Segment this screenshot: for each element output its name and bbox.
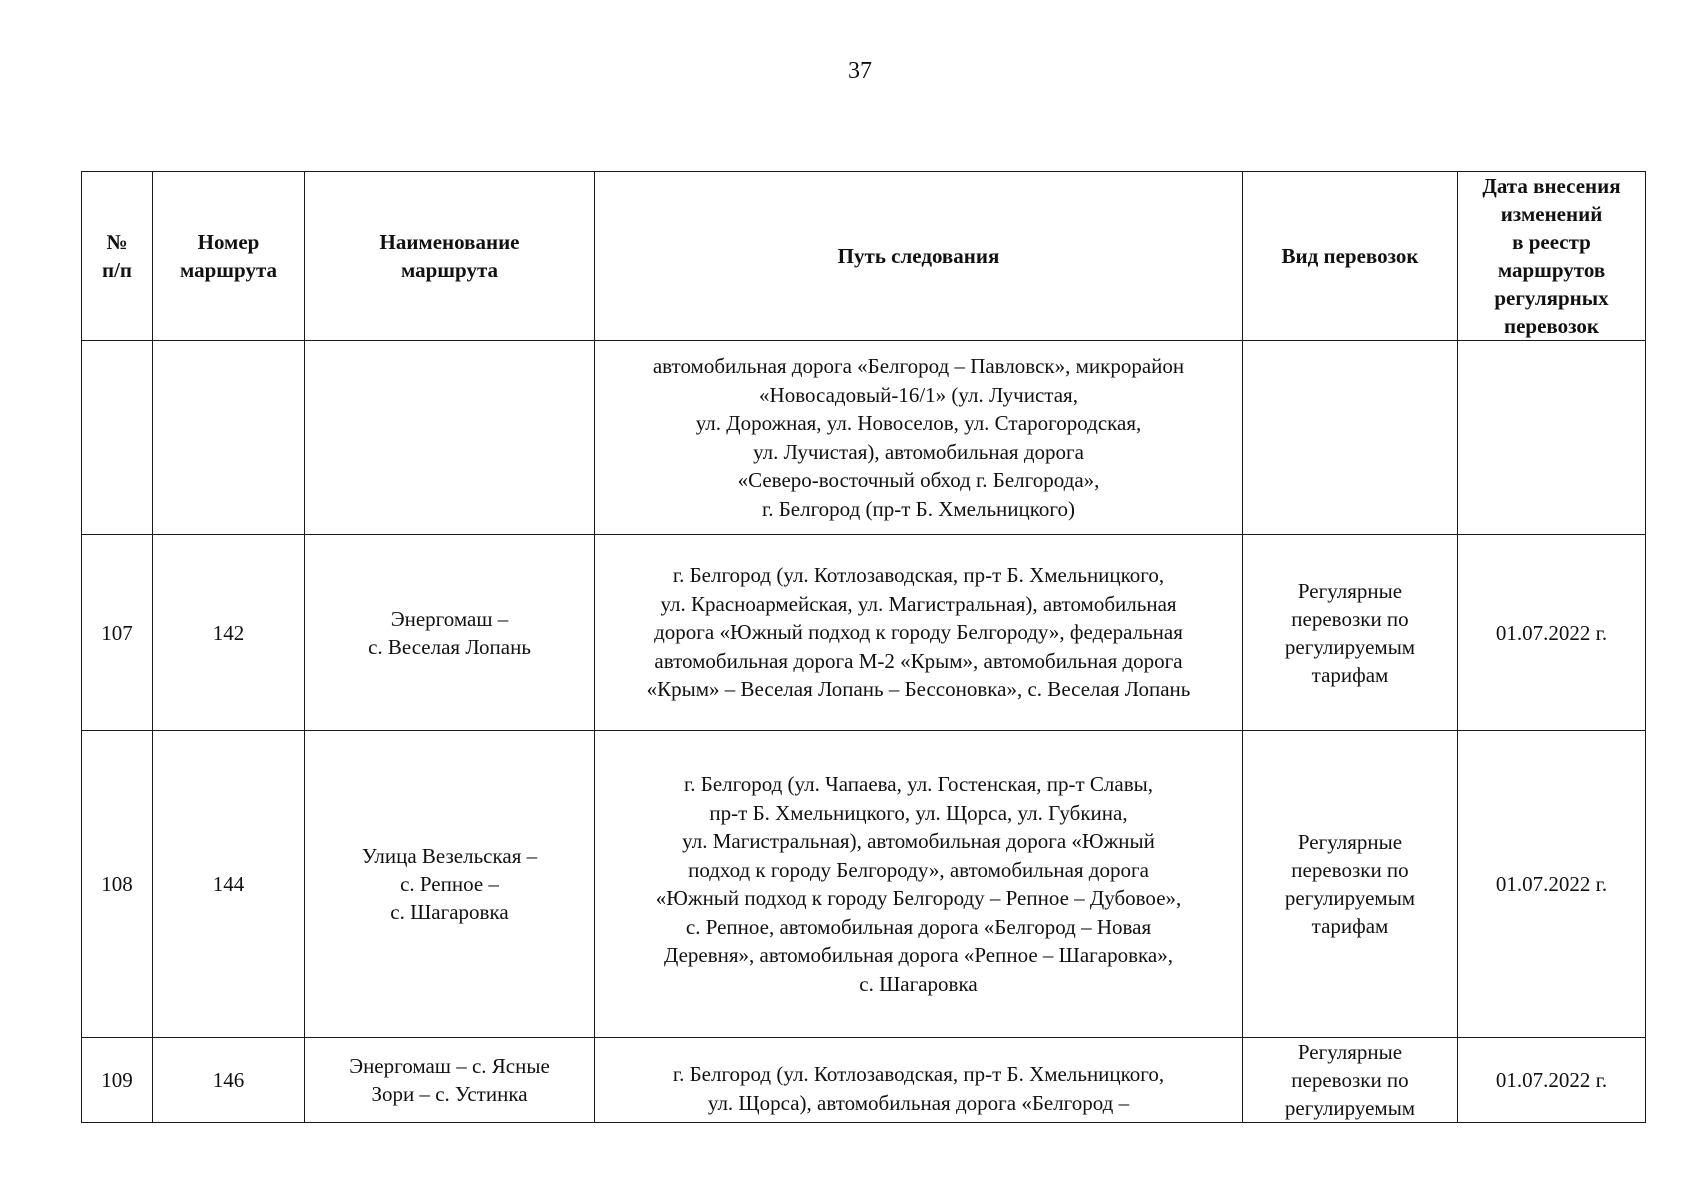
page-number: 37 [848,58,872,84]
table-row [82,731,1646,1038]
cell-route-path: автомобильная дорога «Белгород – Павловск», микрорайон «Новосадовый-16/1» (ул. Лучистая, ул. Дорожная, ул. Новоселов, ул. Старогородская, ул. Лучистая), автомобильная дорога «Северо-восточный обход г. Белгорода», г. Белгород (пр-т Б. Хмельницкого) [595,341,1243,535]
cell-change-date: 01.07.2022 г. [1458,535,1646,731]
header-route-number: Номер маршрута [153,172,305,341]
cell-transport-type: Регулярные перевозки по регулируемым [1243,1038,1458,1123]
cell-change-date [1458,341,1646,535]
cell-route-number [153,341,305,535]
routes-registry-table [81,171,1646,1123]
cell-route-name: Энергомаш – с. Веселая Лопань [305,535,595,731]
cell-route-path [595,1038,1243,1123]
cell-transport-type [1243,341,1458,535]
cell-route-number: 146 [153,1038,305,1123]
cell-transport-type: Регулярные перевозки по регулируемым тарифам [1243,535,1458,731]
header-change-date: Дата внесения изменений в реестр маршрутов регулярных перевозок [1458,172,1646,341]
table-body [82,341,1646,1123]
header-transport-type: Вид перевозок [1243,172,1458,341]
cell-route-name: Улица Везельская – с. Репное – с. Шагаровка [305,731,595,1038]
table-row [82,1038,1646,1123]
cell-route-number: 144 [153,731,305,1038]
cell-change-date: 01.07.2022 г. [1458,1038,1646,1123]
header-route-name: Наименование маршрута [305,172,595,341]
table-row [82,535,1646,731]
cell-num: 107 [82,535,153,731]
cell-route-number: 142 [153,535,305,731]
header-route-path: Путь следования [595,172,1243,341]
header-row [82,172,1646,341]
cell-num: 109 [82,1038,153,1123]
cell-route-path: г. Белгород (ул. Котлозаводская, пр-т Б. Хмельницкого, ул. Красноармейская, ул. Магистральная), автомобильная дорога «Южный подход к городу Белгороду», федеральная автомобильная дорога М-2 «Крым», автомобильная дорога «Крым» – Веселая Лопань – Бессоновка», с. Веселая Лопань [595,535,1243,731]
header-num: № п/п [82,172,153,341]
table-header [82,172,1646,341]
cell-route-name [305,341,595,535]
cell-route-path: г. Белгород (ул. Чапаева, ул. Гостенская, пр-т Славы, пр-т Б. Хмельницкого, ул. Щорса, ул. Губкина, ул. Магистральная), автомобильная дорога «Южный подход к городу Белгороду», автомобильная дорога «Южный подход к городу Белгороду – Репное – Дубовое», с. Репное, автомобильная дорога «Белгород – Новая Деревня», автомобильная дорога «Репное – Шагаровка», с. Шагаровка [595,731,1243,1038]
cell-num: 108 [82,731,153,1038]
table-row [82,341,1646,535]
cell-change-date: 01.07.2022 г. [1458,731,1646,1038]
cell-route-name: Энергомаш – с. Ясные Зори – с. Устинка [305,1038,595,1123]
cell-transport-type: Регулярные перевозки по регулируемым тарифам [1243,731,1458,1038]
cell-num [82,341,153,535]
route-path-text: г. Белгород (ул. Котлозаводская, пр-т Б. Хмельницкого, ул. Щорса), автомобильная дорога «Белгород – [672,1062,1165,1115]
